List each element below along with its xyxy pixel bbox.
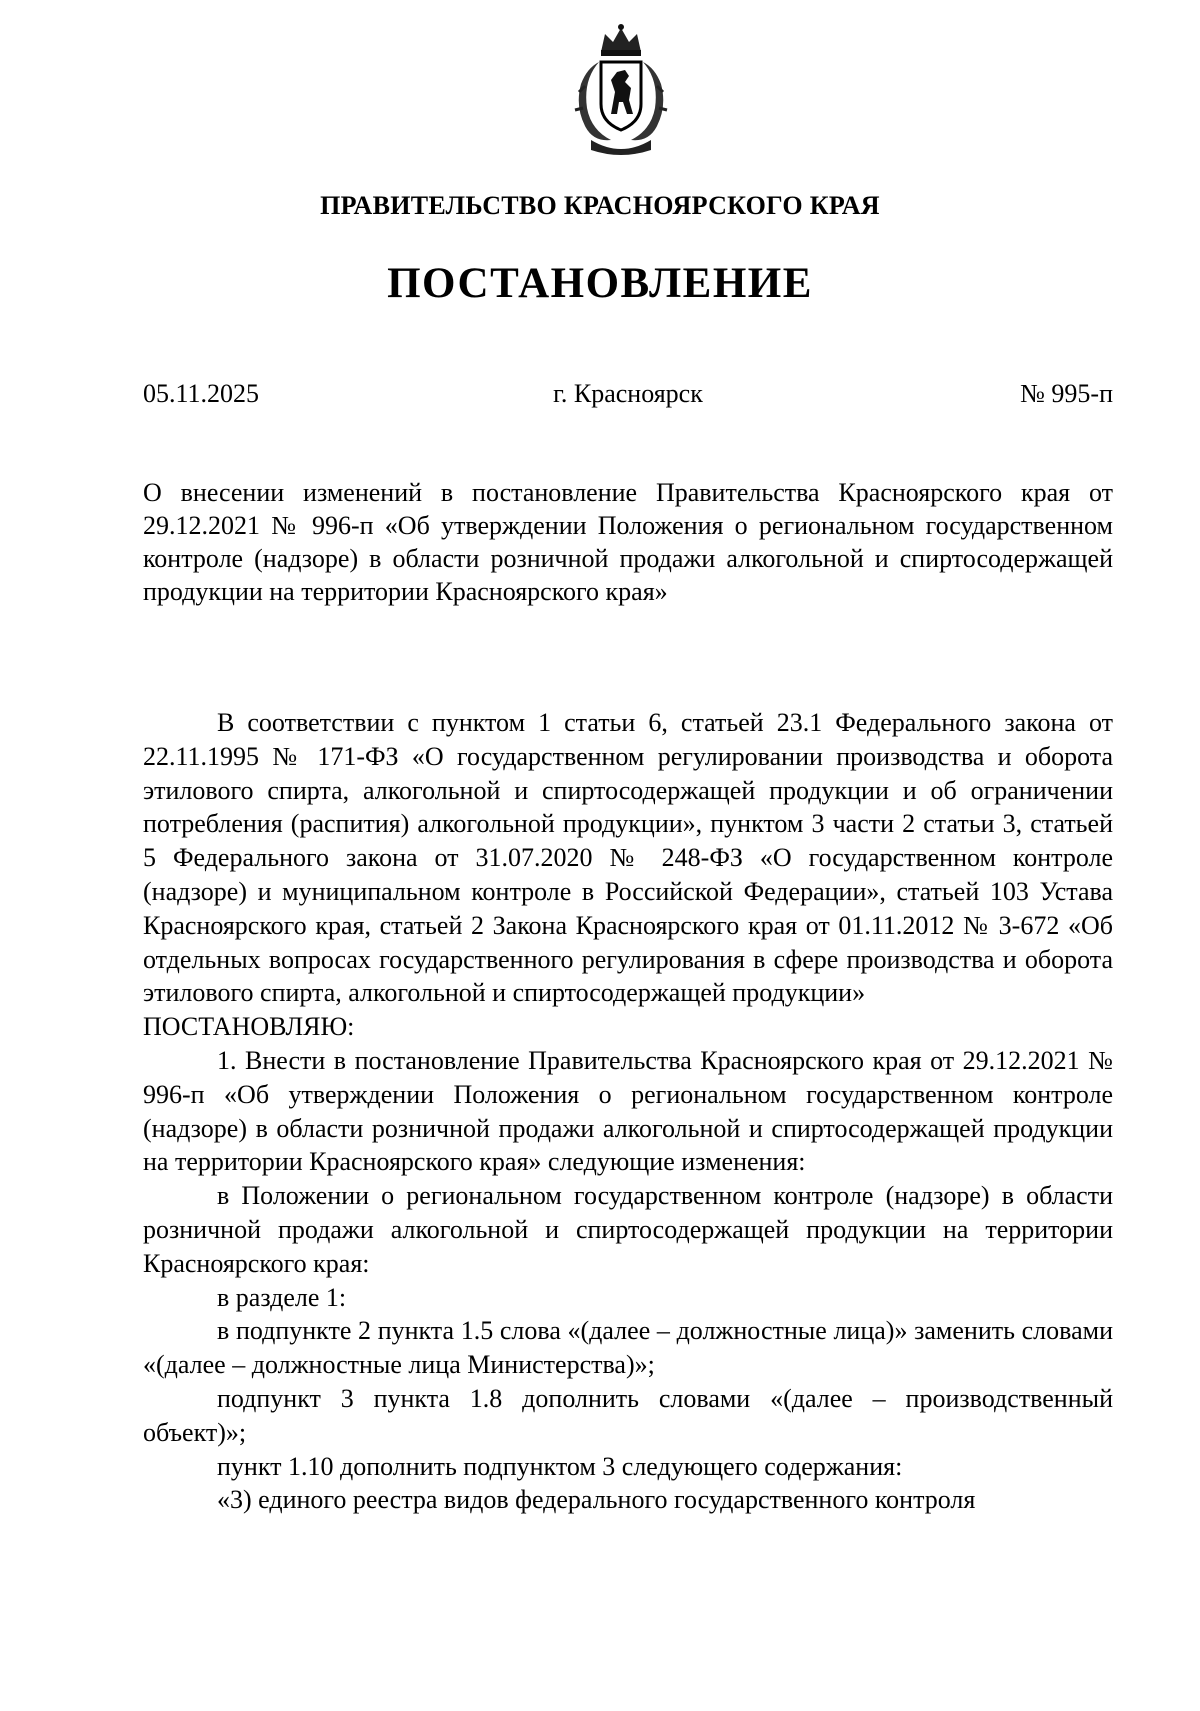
government-title: ПРАВИТЕЛЬСТВО КРАСНОЯРСКОГО КРАЯ — [320, 191, 880, 220]
preamble-paragraph: В соответствии с пунктом 1 статьи 6, статьей 23.1 Федерального закона от 22.11.1995 № 171-ФЗ «О государственном регулировании производства и оборота этилового спирта, алкогольной и спиртосодержащей продукции и об ограничении потребления (распития) алкогольной продукции», пунктом 3 части 2 статьи 3, статьей 5 Федерального закона от 31.07.2020 № 248-ФЗ «О государственном контроле (надзоре) и муниципальном контроле в Российской Федерации», статьей 103 Устава Красноярского края, статьей 2 Закона Красноярского края от 01.11.2012 № 3-672 «Об отдельных вопросах государственного регулирования в сфере производства и оборота этилового спирта, алкогольной и спиртосодержащей продукции» — [143, 708, 1113, 1008]
subitem-2-paragraph: в подпункте 2 пункта 1.5 слова «(далее – должностные лица)» заменить словами «(далее – должностные лица Министерства)»; — [143, 1316, 1113, 1380]
document-date: 05.11.2025 — [143, 379, 260, 408]
document-number: № 995-п — [1020, 379, 1113, 408]
section-1-paragraph: в разделе 1: — [217, 1282, 347, 1312]
resolves-keyword: ПОСТАНОВЛЯЮ: — [143, 1012, 355, 1042]
coat-of-arms-emblem — [571, 22, 672, 160]
document-subject: О внесении изменений в постановление Правительства Красноярского края от 29.12.2021 № 996-п «Об утверждении Положения о региональном государственном контроле (надзоре) в области розничной продажи алкогольной и спиртосодержащей продукции на территории Красноярского края» — [143, 478, 1113, 606]
quote-3-paragraph: «3) единого реестра видов федерального государственного контроля — [217, 1485, 976, 1515]
item-1-10-paragraph: пункт 1.10 дополнить подпунктом 3 следующего содержания: — [217, 1451, 903, 1481]
regulation-paragraph: в Положении о региональном государственном контроле (надзоре) в области розничной продажи алкогольной и спиртосодержащей продукции на территории Красноярского края: — [143, 1181, 1113, 1278]
document-body — [143, 706, 1113, 1517]
item-1-paragraph: 1. Внести в постановление Правительства Красноярского края от 29.12.2021 № 996-п «Об утверждении Положения о региональном государственном контроле (надзоре) в области розничной продажи алкогольной и спиртосодержащей продукции на территории Красноярского края» следующие изменения: — [143, 1045, 1113, 1177]
subitem-3-paragraph: подпункт 3 пункта 1.8 дополнить словами «(далее – производственный объект)»; — [143, 1383, 1113, 1447]
document-city: г. Красноярск — [553, 379, 703, 408]
document-type-title: ПОСТАНОВЛЕНИЕ — [387, 260, 813, 307]
